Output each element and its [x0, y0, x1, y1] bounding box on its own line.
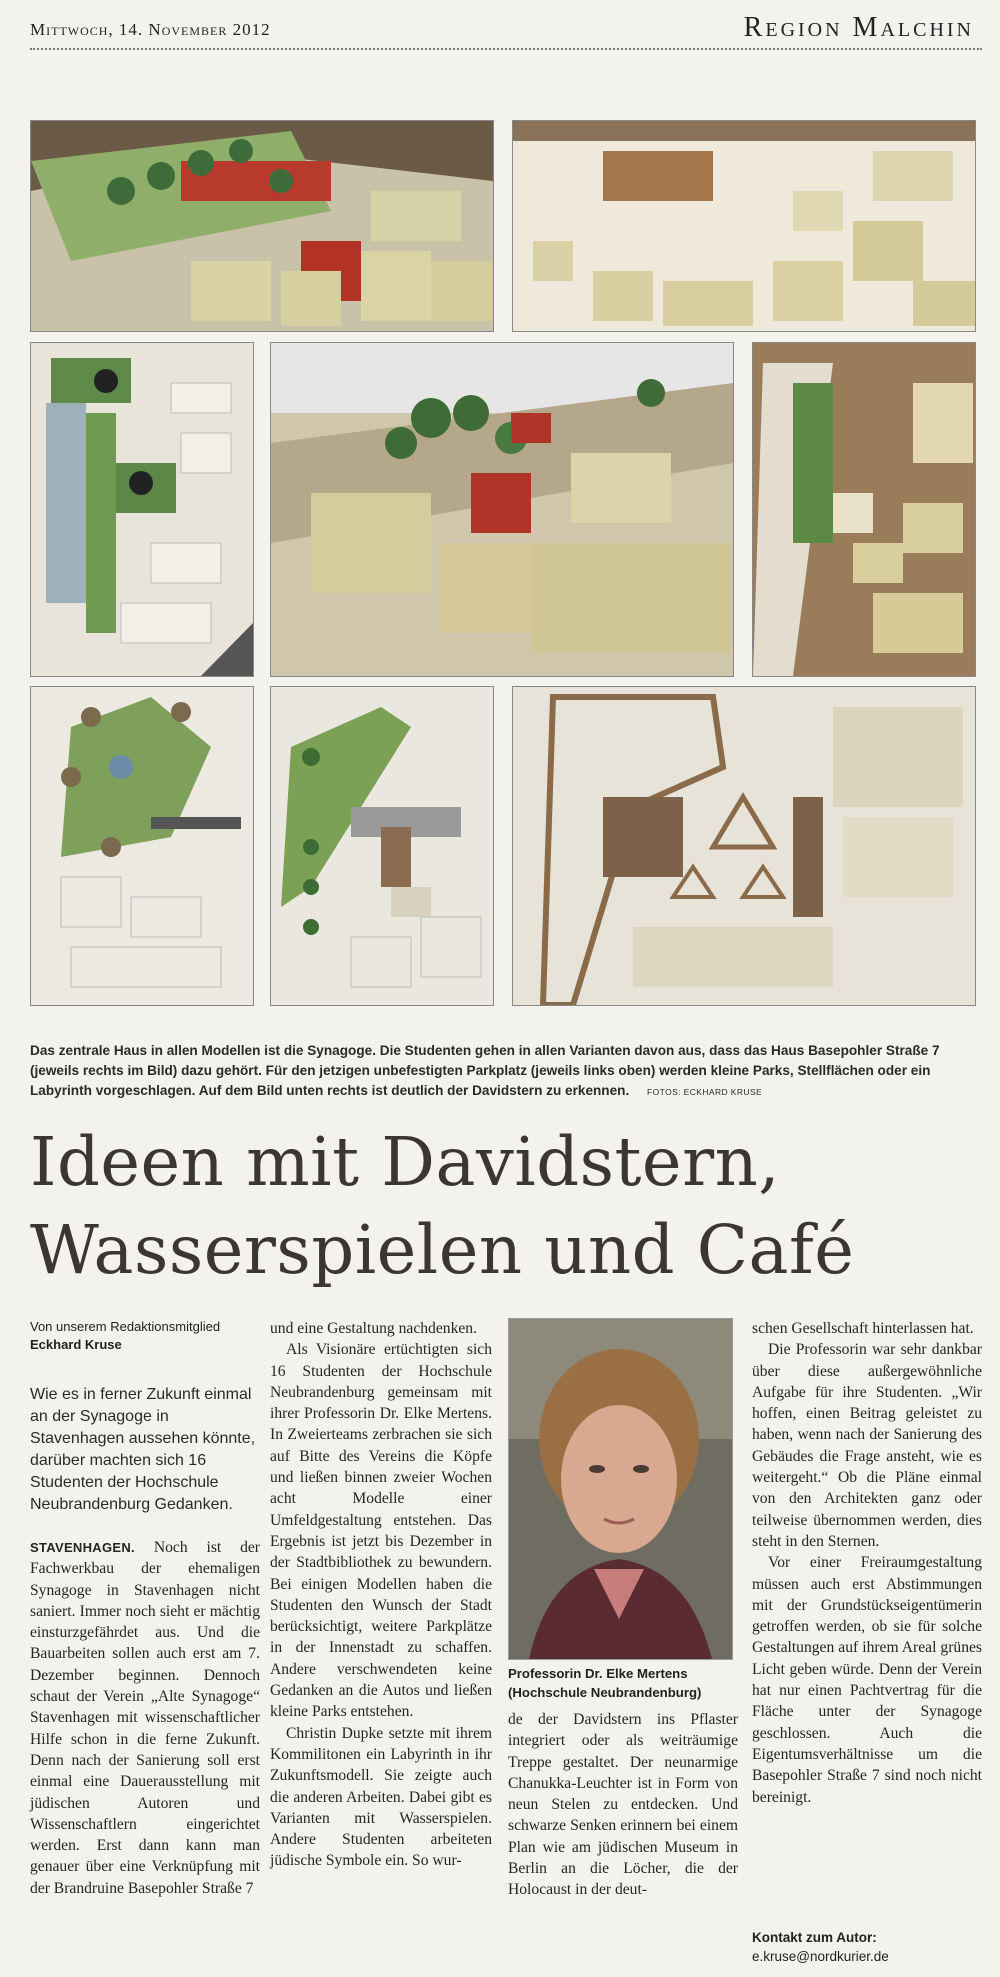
- article-column-2: [270, 1318, 492, 1872]
- portrait-caption: [508, 1664, 738, 1702]
- article-paragraph: und eine Gestaltung nachdenken.: [270, 1320, 477, 1337]
- model-photo-8: [512, 686, 976, 1006]
- article-paragraph: Vor einer Freiraumgestaltung müssen auch erst Abstimmungen mit der Grundstückseigentümerin getroffen werden, ob sie für solche Gestaltungen auf ihrem Areal grünes Licht geben würde. Denn der Verein hat nur einen Pachtvertrag für die Fläche unter der Synagoge geschlossen. Auch die Eigentumsverhältnisse um die Basepohler Straße 7 sind noch nicht bereinigt.: [752, 1554, 982, 1806]
- model-photo-6: [30, 686, 254, 1006]
- model-photo-7: [270, 686, 494, 1006]
- article-paragraph: Die Professorin war sehr dankbar über diese außergewöhnliche Aufgabe für ihre Studenten. „Wir hoffen, einen Beitrag geleistet zu haben, wenn nach der Sanierung des Gebäudes die Frage ansteht, wie es weitergeht.“ Ob die Pläne einmal von den Architekten ganz oder teilweise übernommen werden, dies steht in den Sternen.: [752, 1341, 982, 1550]
- model-photo-2: [512, 120, 976, 332]
- portrait-caption-name: Professorin Dr. Elke Mertens: [508, 1666, 688, 1681]
- byline-prefix: Von unserem Redaktionsmitglied: [30, 1319, 221, 1334]
- model-photo-5: [752, 342, 976, 677]
- photo-caption: [30, 1041, 980, 1102]
- model-photo-4: [270, 342, 734, 677]
- section-title: Region Malchin: [743, 12, 974, 43]
- article-paragraph: STAVENHAGEN. Noch ist der Fachwerkbau der ehemaligen Synagoge in Stavenhagen nicht saniert. Immer noch sieht er mächtig einsturzgefährdet aus. Und die Bauarbeiten sollen auch erst am 7. Dezember beginnen. Dennoch schaut der Verein „Alte Synagoge“ Stavenhagen mit wissenschaftlicher Hilfe schon in die ferne Zukunft. Denn nach der Sanierung soll erst einmal eine Dauerausstellung mit jüdischen Autoren und Wissenschaftlern eingerichtet werden. Erst dann kann man genauer über eine Verknüpfung mit der Brandruine Basepohler Straße 7: [30, 1539, 260, 1897]
- article-paragraph: Christin Dupke setzte mit ihrem Kommilitonen ein Labyrinth in ihr Zukunftsmodell. Sie zeigte auch die anderen Arbeiten. Dabei gibt es Varianten mit Wasserspielen. Andere Studenten arbeiteten jüdische Symbole ein. So wur-: [270, 1724, 492, 1870]
- issue-date: Mittwoch, 14. November 2012: [30, 20, 271, 39]
- headline-line-2: Wasserspielen und Café: [30, 1211, 855, 1289]
- article-column-1: [30, 1537, 260, 1899]
- photo-credit: FOTOS: ECKHARD KRUSE: [647, 1087, 763, 1097]
- dateline: STAVENHAGEN.: [30, 1540, 135, 1555]
- headline: [30, 1118, 990, 1294]
- contact-email[interactable]: e.kruse@nordkurier.de: [752, 1949, 889, 1964]
- author-contact: [752, 1928, 982, 1966]
- model-photo-1: [30, 120, 494, 332]
- article-column-3: [508, 1709, 738, 1901]
- article-paragraph: de der Davidstern ins Pflaster integriert oder als weiträumige Treppe gestaltet. Der neunarmige Chanukka-Leuchter ist in Form von neun Stelen zu entdecken. Und schwarze Senken erinnern bei einem Plan wie am jüdischen Museum in Berlin an die Löcher, die der Holocaust in der deut-: [508, 1711, 738, 1899]
- model-photo-3: [30, 342, 254, 677]
- photo-caption-text: Das zentrale Haus in allen Modellen ist die Synagoge. Die Studenten gehen in allen Varianten davon aus, dass das Haus Basepohler Straße 7 (jeweils rechts im Bild) dazu gehört. Für den jetzigen unbefestigten Parkplatz (jeweils links oben) werden kleine Parks, Stellflächen oder ein Labyrinth vorgeschlagen. Auf dem Bild unten rechts ist deutlich der Davidstern zu erkennen.: [30, 1043, 940, 1098]
- byline-author: Eckhard Kruse: [30, 1337, 122, 1352]
- article-paragraph: Als Visionäre ertüchtigten sich 16 Studenten der Hochschule Neubrandenburg gemeinsam mit ihrer Professorin Dr. Elke Mertens. In Zweierteams zerbrachen sie sich auf Bitte des Vereins die Köpfe und ließen binnen zweier Wochen acht Modelle einer Umfeldgestaltung entstehen. Das Ergebnis ist jetzt bis Dezember in der Stadtbibliothek zu bewundern. Bei einigen Modellen haben die Studenten den Wunsch der Stadt berücksichtigt, weitere Parkplätze in der Innenstadt zu schaffen. Andere verschwendeten keine Gedanken an die Autos und ließen kleine Parks entstehen.: [270, 1341, 492, 1721]
- portrait-photo: [508, 1318, 733, 1660]
- headline-line-1: Ideen mit Davidstern,: [30, 1123, 781, 1201]
- contact-label: Kontakt zum Autor:: [752, 1930, 877, 1945]
- byline: [30, 1318, 260, 1354]
- page-header: [30, 12, 982, 50]
- portrait-caption-affiliation: (Hochschule Neubrandenburg): [508, 1685, 702, 1700]
- article-column-4: [752, 1318, 982, 1808]
- article-paragraph: schen Gesellschaft hinterlassen hat.: [752, 1320, 974, 1337]
- teaser: Wie es in ferner Zukunft einmal an der Synagoge in Stavenhagen aussehen könnte, darüber machten sich 16 Studenten der Hochschule Neubrandenburg Gedanken.: [30, 1386, 256, 1513]
